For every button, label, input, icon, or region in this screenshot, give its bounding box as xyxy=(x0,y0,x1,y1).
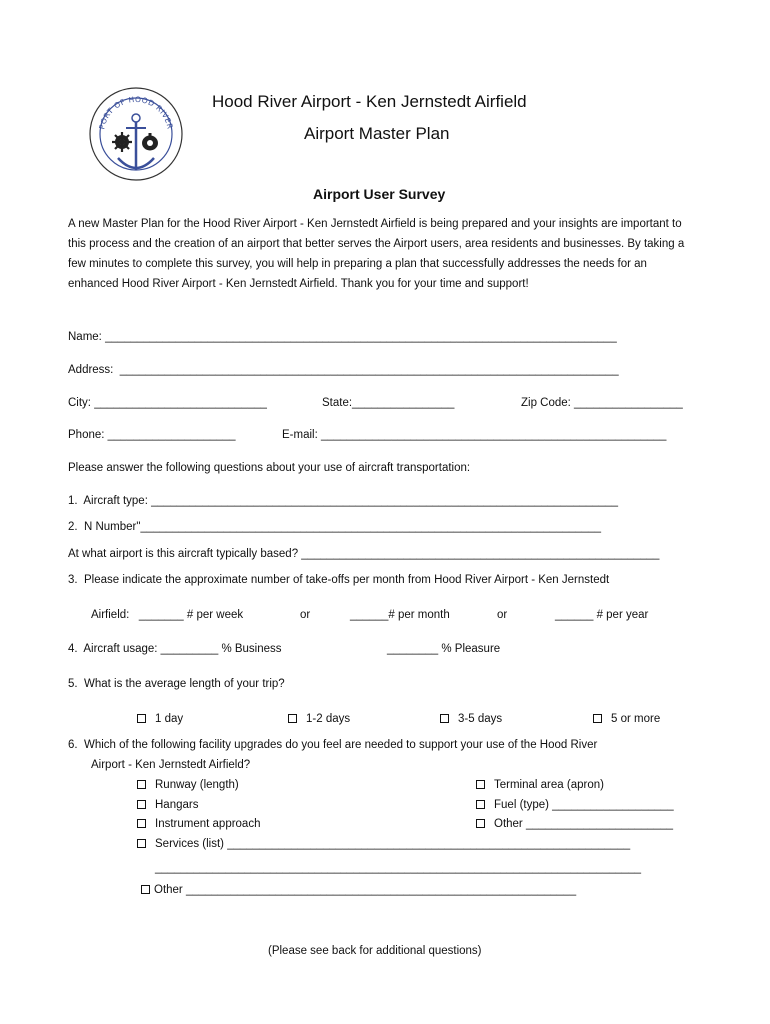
checkbox[interactable] xyxy=(593,714,602,723)
footer-note: (Please see back for additional questions) xyxy=(268,945,482,957)
checkbox[interactable] xyxy=(137,780,146,789)
takeoffs-per-year-field[interactable]: ______ # per year xyxy=(555,609,649,621)
takeoffs-per-week-field[interactable]: Airfield: _______ # per week xyxy=(91,609,244,621)
intro-paragraph: A new Master Plan for the Hood River Airport - Ken Jernstedt Airfield is being prepared and your insights are important to this process and the creation of an airport that better serves the Airport users, area residents and businesses. By taking a few minutes to complete this survey, you will help in preparing a plan that successfully addresses the needs for an enhanced Hood River Airport - Ken Jernstedt Airfield. Thank you for your time and support! xyxy=(68,218,685,290)
title-line-1: Hood River Airport - Ken Jernstedt Airfield xyxy=(212,92,527,111)
state-field[interactable]: State:________________ xyxy=(322,397,455,409)
phone-field[interactable]: Phone: ____________________ xyxy=(68,429,236,441)
upgrade-other[interactable]: Other _______________________ xyxy=(476,817,673,831)
q6-text-line-2: Airport - Ken Jernstedt Airfield? xyxy=(91,759,251,771)
pleasure-usage-field[interactable]: ________ % Pleasure xyxy=(387,643,501,655)
upgrade-services[interactable]: Services (list) _______________________________________________________________ xyxy=(137,837,630,851)
upgrade-hangars[interactable]: Hangars xyxy=(137,798,198,812)
checkbox[interactable] xyxy=(141,885,150,894)
upgrade-terminal-area[interactable]: Terminal area (apron) xyxy=(476,778,604,792)
checkbox[interactable] xyxy=(476,800,485,809)
upgrade-fuel[interactable]: Fuel (type) ___________________ xyxy=(476,798,674,812)
email-field[interactable]: E-mail: ______________________________________________________ xyxy=(282,429,667,441)
checkbox[interactable] xyxy=(476,780,485,789)
city-field[interactable]: City: ___________________________ xyxy=(68,397,267,409)
checkbox[interactable] xyxy=(440,714,449,723)
survey-title: Airport User Survey xyxy=(313,186,446,202)
q5-text: 5. What is the average length of your trip? xyxy=(68,678,285,690)
title-line-2: Airport Master Plan xyxy=(304,124,450,143)
port-of-hood-river-logo xyxy=(88,86,184,182)
checkbox[interactable] xyxy=(288,714,297,723)
zip-field[interactable]: Zip Code: _________________ xyxy=(521,397,683,409)
trip-option-3-5-days[interactable]: 3-5 days xyxy=(440,712,502,726)
trip-option-1-day[interactable]: 1 day xyxy=(137,712,183,726)
q3-text: 3. Please indicate the approximate number of take-offs per month from Hood River Airport - Ken Jernstedt xyxy=(68,574,610,586)
upgrade-instrument-approach[interactable]: Instrument approach xyxy=(137,817,260,831)
checkbox[interactable] xyxy=(476,819,485,828)
based-airport-field[interactable]: At what airport is this aircraft typically based? ________________________________________________________ xyxy=(68,548,660,560)
or-label: or xyxy=(497,609,508,621)
or-label: or xyxy=(300,609,311,621)
trip-option-1-2-days[interactable]: 1-2 days xyxy=(288,712,350,726)
instruction-text: Please answer the following questions about your use of aircraft transportation: xyxy=(68,462,471,474)
q6-text-line-1: 6. Which of the following facility upgrades do you feel are needed to support your use of the Hood River xyxy=(68,739,598,751)
checkbox[interactable] xyxy=(137,714,146,723)
checkbox[interactable] xyxy=(137,819,146,828)
aircraft-type-field[interactable]: 1. Aircraft type: _________________________________________________________________________ xyxy=(68,495,618,507)
business-usage-field[interactable]: 4. Aircraft usage: _________ % Business xyxy=(68,643,282,655)
trip-option-5-or-more[interactable]: 5 or more xyxy=(593,712,660,726)
takeoffs-per-month-field[interactable]: ______# per month xyxy=(350,609,450,621)
other-option[interactable]: Other _____________________________________________________________ xyxy=(141,883,576,897)
n-number-field[interactable]: 2. N Number"________________________________________________________________________ xyxy=(68,521,601,533)
svg-text:PORT OF HOOD RIVER: PORT OF HOOD RIVER xyxy=(97,94,175,131)
upgrade-runway[interactable]: Runway (length) xyxy=(137,778,239,792)
checkbox[interactable] xyxy=(137,800,146,809)
checkbox[interactable] xyxy=(137,839,146,848)
name-field[interactable]: Name: ________________________________________________________________________________ xyxy=(68,331,617,343)
address-field[interactable]: Address: ______________________________________________________________________________ xyxy=(68,364,619,376)
services-continuation-line[interactable]: ____________________________________________________________________________ xyxy=(155,862,642,874)
